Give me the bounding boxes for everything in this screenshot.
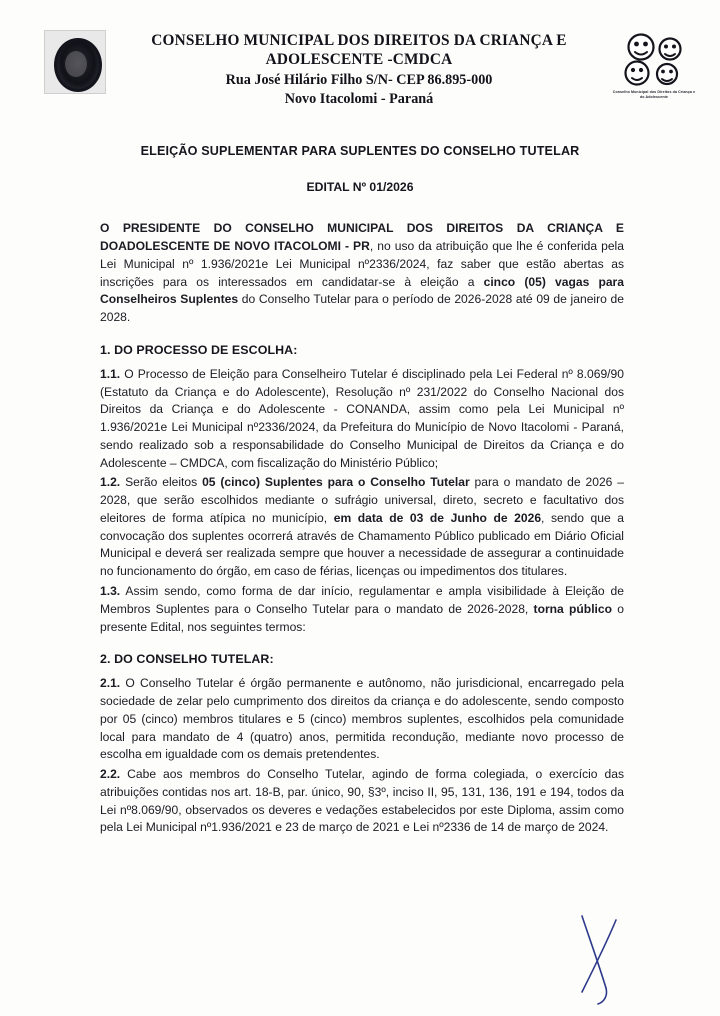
municipal-crest-icon <box>44 30 106 94</box>
clause-1-2: 1.2. Serão eleitos 05 (cinco) Suplentes para o Conselho Tutelar para o mandato de 2026 – 2028, que serão escolhidos mediante o sufrágio universal, direto, secreto e facultativo dos eleitores de forma atípica no município, em data de 03 de Junho de 2026, sendo que a convocação dos suplentes ocorrerá através de Chamamento Público publicado em Diário Oficial Municipal e deverá ser realizada sempre que houver a necessidade de assegurar a continuidade no funcionamento do órgão, em caso de férias, licenças ou impedimentos dos titulares. <box>100 475 625 579</box>
document-heading: ELEIÇÃO SUPLEMENTAR PARA SUPLENTES DO CONSELHO TUTELAR <box>140 144 580 159</box>
document-header <box>0 0 720 108</box>
header-address: Rua José Hilário Filho S/N- CEP 86.895-000 <box>225 72 493 89</box>
cmdca-logo-block <box>612 30 696 100</box>
document-subheading: EDITAL Nº 01/2026 <box>306 180 414 195</box>
section-1-title: 1. DO PROCESSO DE ESCOLHA: <box>100 342 298 357</box>
document-body <box>0 220 720 837</box>
section-2-title: 2. DO CONSELHO TUTELAR: <box>100 652 274 667</box>
header-title-line1: CONSELHO MUNICIPAL DOS DIREITOS DA CRIANÇA E <box>151 32 567 49</box>
intro-paragraph: O PRESIDENTE DO CONSELHO MUNICIPAL DOS DIREITOS DA CRIANÇA E DOADOLESCENTE DE NOVO ITACOLOMI - PR, no uso da atribuição que lhe é conferida pela Lei Municipal nº 1.936/2021e Lei Municipal nº2336/2024, faz saber que estão abertas as inscrições para os interessados em candidatar-se à eleição a cinco (05) vagas para Conselheiros Suplentes do Conselho Tutelar para o período de 2026-2028 até 09 de janeiro de 2028. <box>100 221 624 325</box>
clause-2-2: 2.2. Cabe aos membros do Conselho Tutelar, agindo de forma colegiada, o exercício das atribuições contidas nos art. 18-B, par. único, 90, §3º, inciso II, 95, 131, 136, 191 e 194, todos da Lei nº8.069/90, observados os deveres e vedações estabelecidos por este Diploma, assim como pela Lei Municipal nº1.936/2021 e 23 de março de 2021 e Lei nº2336 de 14 de março de 2024. <box>100 767 624 835</box>
header-title-block <box>116 30 602 108</box>
clause-1-1: 1.1. O Processo de Eleição para Conselheiro Tutelar é disciplinado pela Lei Federal nº 8.069/90 (Estatuto da Criança e do Adolescente), Resolução nº 231/2022 do Conselho Nacional dos Direitos da Criança e do Adolescente - CONANDA, assim como pela Lei Municipal nº 1.936/2021e Lei Municipal nº2336/2024, da Prefeitura do Município de Novo Itacolomi - Paraná, sendo realizado sob a responsabilidade do Conselho Municipal de Direitos da Criança e do Adolescente – CMDCA, com fiscalização do Ministério Público; <box>100 366 624 470</box>
header-city: Novo Itacolomi - Paraná <box>284 90 434 107</box>
cmdca-logo-caption: Conselho Municipal dos Direitos da Criança e do Adolescente <box>612 90 696 99</box>
clause-2-1: 2.1. O Conselho Tutelar é órgão permanente e autônomo, não jurisdicional, encarregado pela sociedade de zelar pelo cumprimento dos direitos da criança e do adolescente, sendo composto por 05 (cinco) membros titulares e 5 (cinco) membros suplentes, escolhidos pela comunidade local para mandato de 4 (quatro) anos, permitida recondução, mediante novo processo de escolha em igualdade com os demais pretendentes. <box>100 676 624 762</box>
cmdca-logo-icon <box>615 32 693 88</box>
signature-mark <box>520 910 670 1010</box>
header-title-line2: ADOLESCENTE -CMDCA <box>265 50 453 68</box>
clause-1-3: 1.3. Assim sendo, como forma de dar início, regulamentar e ampla visibilidade à Eleição de Membros Suplentes para o Conselho Tutelar para o mandato de 2026-2028, torna público o presente Edital, nos seguintes termos: <box>100 584 625 634</box>
